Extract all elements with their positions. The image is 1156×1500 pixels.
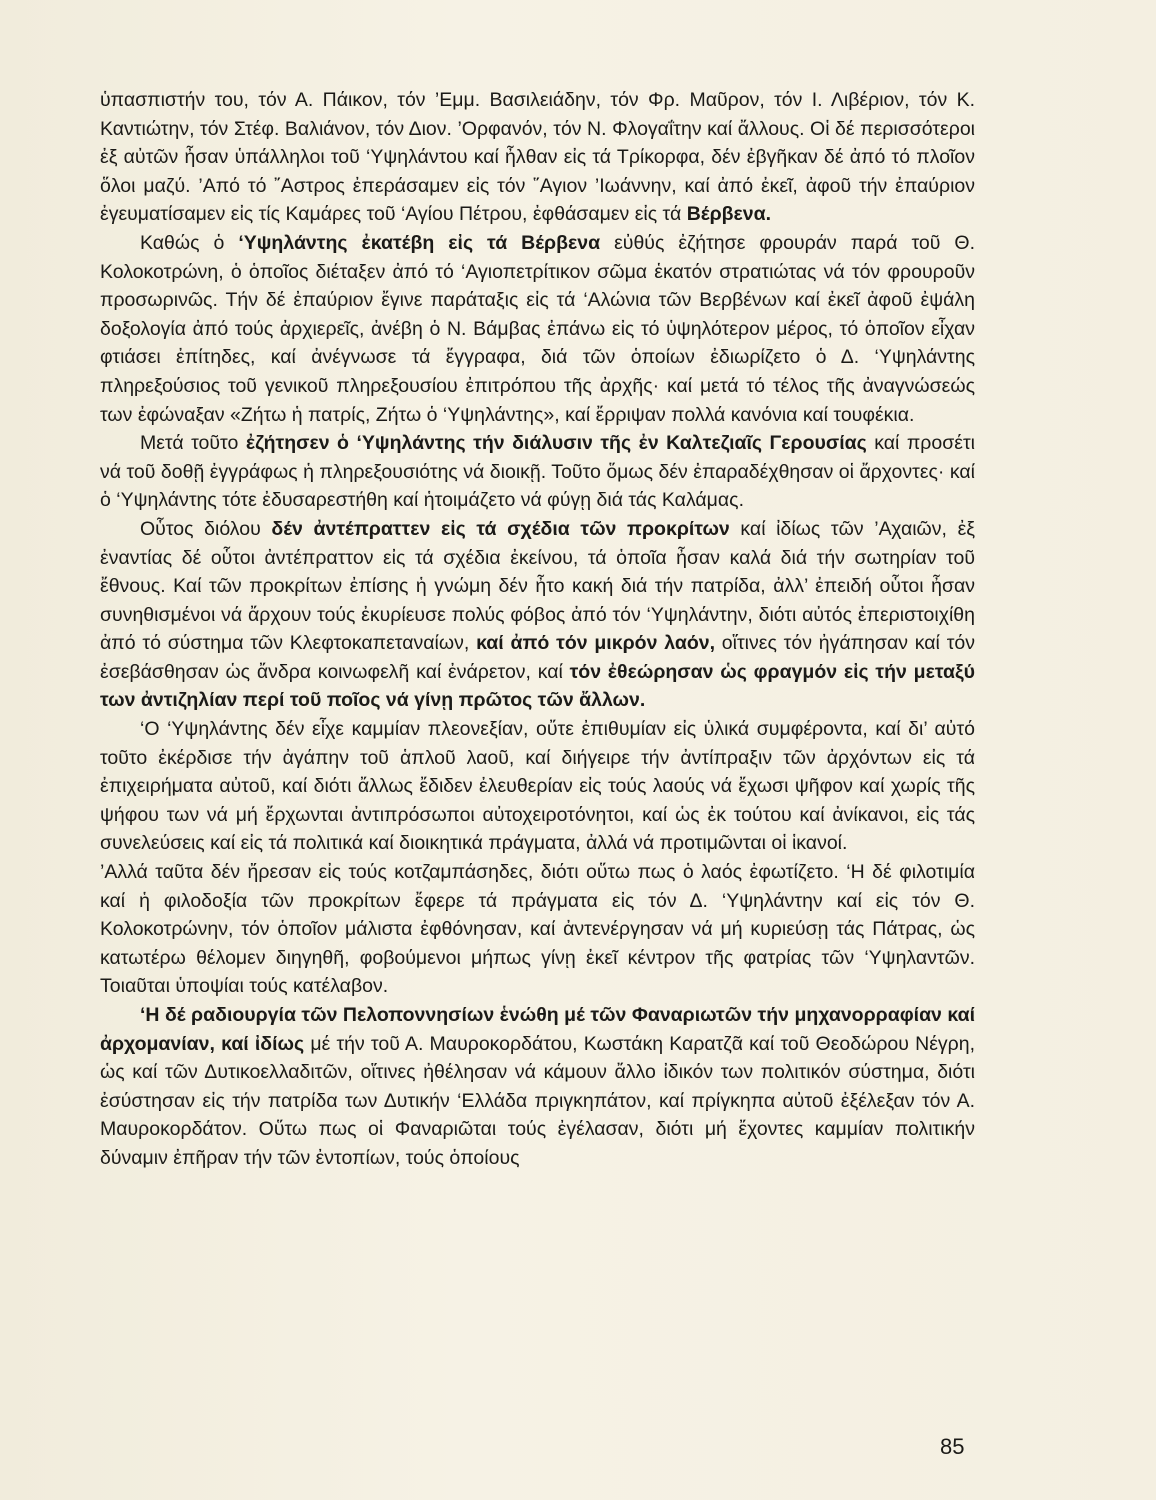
text-run: καί ἰδίως τῶν ’Αχαιῶν, ἐξ ἐναντίας δέ οὗτοι ἀντέπραττον εἰς τά σχέδια ἐκείνου, τά ὁποῖα ἦσαν καλά διά τήν σωτηρίαν τοῦ ἔθνους. Καί τῶν προκρίτων ἐπίσης ἡ γνώμη δέν ἦτο κακή διά τήν πατρίδα, ἀλλ’ ἐπειδή οὗτοι ἦσαν συνηθισμένοι νά ἄρχουν τούς ἐκυρίευσε πολύς φόβος ἀπό τόν ‘Υψηλάντην, διότι αὐτός ἐπεριστοιχίθη ἀπό τό σύστημα τῶν Κλεφτοκαπεταναίων, (100, 517, 975, 655)
bold-text-run: καί ἀπό τόν μικρόν λαόν, (476, 632, 715, 655)
bold-text-run: ἐζήτησεν ὁ ‘Υψηλάντης τήν διάλυσιν τῆς ἐν Καλτεζιαῖς Γερουσίας (245, 432, 867, 455)
text-run: μέ τήν τοῦ Α. Μαυροκορδάτου, Κωστάκη Καρατζᾶ καί τοῦ Θεοδώρου Νέγρη, ὡς καί τῶν Δυτικοελλαδιτῶν, οἵτινες ἠθέλησαν νά κάμουν ἄλλο ἰδικόν των πολιτικόν σύστημα, διότι ἐσύστησαν εἰς τήν πατρίδα των Δυτικήν ‘Ελλάδα πριγκηπάτον, καί πρίγκηπα αὐτοῦ ἐξέλεξαν τόν Α. Μαυροκορδάτον. Οὕτω πως οἱ Φαναριῶται τούς ἐγέλασαν, διότι μή ἔχοντες καμμίαν πολιτικήν δύναμιν ἐπῆραν τήν τῶν ἐντοπίων, τούς ὁποίους (100, 1032, 975, 1169)
text-run: Καθώς ὁ (140, 231, 239, 254)
paragraph (100, 86, 975, 229)
text-run: καί προσέτι νά τοῦ δοθῇ ἐγγράφως ἡ πληρεξουσιότης νά διοικῇ. Τοῦτο ὅμως δέν ἐπαραδέχθησαν οἱ ἄρχοντες· καί ὁ ‘Υψηλάντης τότε ἐδυσαρεστήθη καί ἡτοιμάζετο νά φύγῃ διά τάς Καλάμας. (100, 432, 976, 512)
page-number: 85 (940, 1434, 965, 1459)
text-run: ὑπασπιστήν του, τόν Α. Πάικον, τόν ’Εμμ. Βασιλειάδην, τόν Φρ. Μαῦρον, τόν Ι. Λιβέριον, τόν Κ. Καντιώτην, τόν Στέφ. Βαλιάνον, τόν Διον. ’Ορφανόν, τόν Ν. Φλογαΐτην καί ἄλλους. Οἱ δέ περισσότεροι ἐξ αὐτῶν ἦσαν ὑπάλληλοι τοῦ ‘Υψηλάντου καί ἦλθαν εἰς τά Τρίκορφα, δέν ἐβγῆκαν δέ ἀπό τό πλοῖον ὅλοι μαζύ. ’Από τό ῎Αστρος ἐπεράσαμεν εἰς τόν ῞Αγιον ’Ιωάννην, καί ἀπό ἐκεῖ, ἀφοῦ τήν ἐπαύριον ἐγευματίσαμεν εἰς τίς Καμάρες τοῦ ‘Αγίου Πέτρου, ἐφθάσαμεν εἰς τά (100, 89, 975, 226)
bold-text-run: Βέρβενα. (686, 203, 772, 226)
bold-text-run: ‘Η δέ ραδιουργία τῶν Πελοποννησίων ἑνώθη μέ τῶν Φαναριωτῶν τήν μηχανορραφίαν καί ἀρχομανίαν, καί ἰδίως (100, 1004, 975, 1055)
text-run: Μετά τοῦτο (140, 432, 246, 455)
paragraph (100, 515, 975, 715)
text-run: εὐθύς ἐζήτησε φρουράν παρά τοῦ Θ. Κολοκοτρώνη, ὁ ὁποῖος διέταξεν ἀπό τό ‘Αγιοπετρίτικον σῶμα ἑκατόν στρατιώτας νά τόν φρουροῦν προσωρινῶς. Τήν δέ ἐπαύριον ἔγινε παράταξις εἰς τά ‘Αλώνια τῶν Βερβένων καί ἐκεῖ ἀφοῦ ἐψάλη δοξολογία ἀπό τούς ἀρχιερεῖς, ἀνέβη ὁ Ν. Βάμβας ἐπάνω εἰς τό ὑψηλότερον μέρος, τό ὁποῖον εἶχαν φτιάσει ἐπίτηδες, καί ἀνέγνωσε τά ἔγγραφα, διά τῶν ὁποίων ἐδιωρίζετο ὁ Δ. ‘Υψηλάντης πληρεξούσιος τοῦ γενικοῦ πληρεξουσίου ἐπιτρόπου τῆς ἀρχῆς· καί μετά τό τέλος τῆς ἀναγνώσεώς των ἐφώναξαν «Ζήτω ἡ πατρίς, Ζήτω ὁ ‘Υψηλάντης», καί ἔρριψαν πολλά κανόνια καί τουφέκια. (100, 231, 975, 426)
paragraph (100, 715, 975, 858)
bold-text-run: ‘Υψηλάντης ἐκατέβη εἰς τά Βέρβενα (238, 231, 601, 254)
text-run: Οὗτος διόλου (140, 517, 272, 540)
body-text (100, 86, 975, 1173)
paragraph (100, 858, 975, 1001)
paragraph (100, 429, 975, 515)
paragraph (100, 229, 975, 429)
text-run: ’Αλλά ταῦτα δέν ἤρεσαν εἰς τούς κοτζαμπάσηδες, διότι οὕτω πως ὁ λαός ἐφωτίζετο. ‘Η δέ φιλοτιμία καί ἡ φιλοδοξία τῶν προκρίτων ἔφερε τά πράγματα εἰς τόν Δ. ‘Υψηλάντην καί εἰς τόν Θ. Κολοκοτρώνην, τόν ὁποῖον μάλιστα ἐφθόνησαν, καί ἀντενέργησαν νά μή κυριεύσῃ τάς Πάτρας, ὡς κατωτέρω θέλομεν διηγηθῆ, φοβούμενοι μήπως γίνῃ ἐκεῖ κέντρον τῆς φατρίας τῶν ‘Υψηλαντῶν. Τοιαῦται ὑποψίαι τούς κατέλαβον. (100, 861, 975, 998)
paragraph (100, 1001, 975, 1173)
bold-text-run: τόν ἐθεώρησαν ὡς φραγμόν εἰς τήν μεταξύ των ἀντιζηλίαν περί τοῦ ποῖος νά γίνῃ πρῶτος τῶν ἄλλων. (100, 660, 976, 712)
bold-text-run: δέν ἀντέπραττεν εἰς τά σχέδια τῶν προκρίτων (271, 517, 730, 540)
text-run: ‘Ο ‘Υψηλάντης δέν εἶχε καμμίαν πλεονεξίαν, οὔτε ἐπιθυμίαν εἰς ὑλικά συμφέροντα, καί δι’ αὐτό τοῦτο ἐκέρδισε τήν ἀγάπην τοῦ ἁπλοῦ λαοῦ, καί διήγειρε τήν ἀντίπραξιν τῶν ἀρχόντων εἰς τά ἐπιχειρήματα αὐτοῦ, καί διότι ἄλλως ἔδιδεν ἐλευθερίαν εἰς τούς λαούς νά ἔχωσι ψῆφον καί χωρίς τῆς ψήφου των νά μή ἔρχωνται ἀντιπρόσωποι αὐτοχειροτόνητοι, καί ὡς ἐκ τούτου καί ἀνίκανοι, εἰς τάς συνελεύσεις καί εἰς τά πολιτικά καί διοικητικά πράγματα, ἀλλά νά προτιμῶνται οἱ ἱκανοί. (100, 718, 975, 855)
text-run: οἵτινες τόν ἠγάπησαν καί τόν ἐσεβάσθησαν ὡς ἄνδρα κοινωφελῆ καί ἐνάρετον, καί (100, 632, 975, 683)
